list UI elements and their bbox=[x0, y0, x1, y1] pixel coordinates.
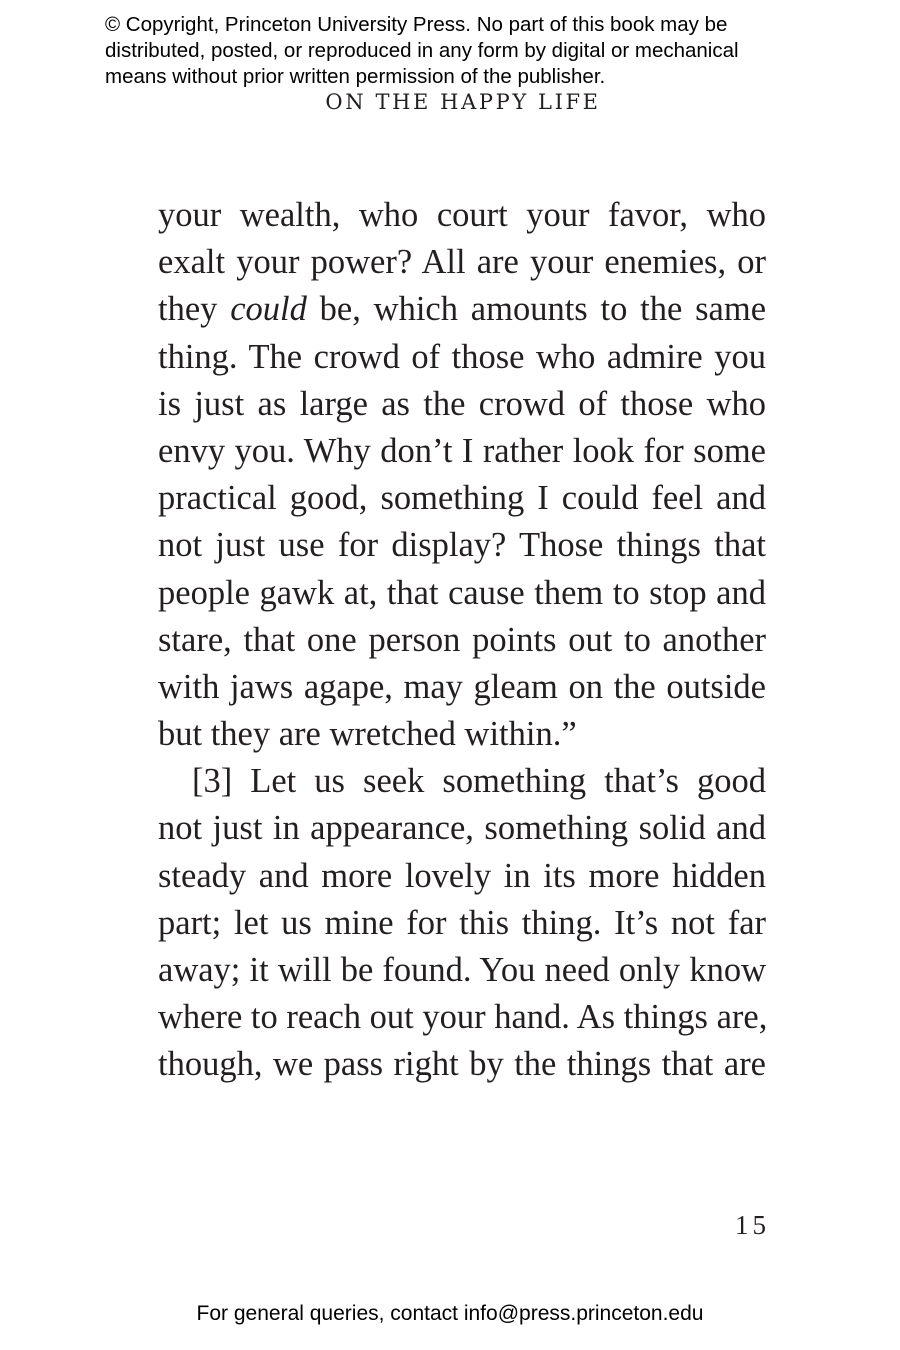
text-line bbox=[158, 947, 766, 994]
text-line bbox=[158, 286, 766, 333]
text-line bbox=[158, 428, 766, 475]
copyright-line: © Copyright, Princeton University Press. No part of this book may be bbox=[105, 13, 728, 36]
text-line bbox=[158, 853, 766, 900]
text-run: thing. The crowd of those who admire you bbox=[158, 337, 766, 376]
text-line bbox=[158, 570, 766, 617]
text-run: though, we pass right by the things that are bbox=[158, 1045, 766, 1084]
copyright-notice bbox=[105, 12, 825, 90]
text-run: [3] Let us seek something that’s good bbox=[192, 762, 766, 801]
text-run: your wealth, who court your favor, who bbox=[158, 196, 766, 234]
text-run: away; it will be found. You need only know bbox=[158, 951, 766, 989]
text-run: exalt your power? All are your enemies, or bbox=[158, 243, 766, 282]
text-line bbox=[158, 711, 766, 758]
text-line bbox=[158, 522, 766, 569]
text-line bbox=[158, 192, 766, 239]
paragraph-start-line bbox=[158, 758, 766, 805]
text-line bbox=[158, 900, 766, 947]
text-run: people gawk at, that cause them to stop and bbox=[158, 573, 766, 612]
emphasized-word: could bbox=[230, 290, 307, 329]
page-number: 15 bbox=[735, 1210, 770, 1240]
copyright-line: distributed, posted, or reproduced in any form by digital or mechanical bbox=[105, 39, 739, 62]
body-text bbox=[158, 192, 766, 1089]
text-run: is just as large as the crowd of those who bbox=[158, 384, 766, 423]
text-line bbox=[158, 334, 766, 381]
text-line bbox=[158, 664, 766, 711]
text-run: not just use for display? Those things that bbox=[158, 526, 766, 565]
text-run: part; let us mine for this thing. It’s not far bbox=[158, 903, 766, 942]
running-head: ON THE HAPPY LIFE bbox=[325, 90, 601, 114]
text-run: steady and more lovely in its more hidden bbox=[158, 856, 766, 895]
text-run: be, which amounts to the same bbox=[306, 290, 767, 329]
text-run: but they are wretched within.” bbox=[158, 715, 577, 754]
text-line bbox=[158, 475, 766, 522]
text-line bbox=[158, 1041, 766, 1088]
text-line bbox=[158, 381, 766, 428]
text-run: envy you. Why don’t I rather look for some bbox=[158, 431, 766, 470]
footer-contact-note: For general queries, contact info@press.princeton.edu bbox=[196, 1302, 704, 1325]
text-run: practical good, something I could feel and bbox=[158, 479, 766, 518]
text-run: they bbox=[158, 290, 231, 329]
text-run: where to reach out your hand. As things are, bbox=[158, 998, 768, 1037]
text-line bbox=[158, 239, 766, 286]
text-run: not just in appearance, something solid and bbox=[158, 809, 766, 848]
copyright-line: means without prior written permission of the publisher. bbox=[105, 65, 606, 88]
text-line bbox=[158, 805, 766, 852]
text-run: stare, that one person points out to another bbox=[158, 620, 766, 659]
text-line bbox=[158, 994, 766, 1041]
text-run: with jaws agape, may gleam on the outside bbox=[158, 667, 766, 706]
text-line bbox=[158, 617, 766, 664]
